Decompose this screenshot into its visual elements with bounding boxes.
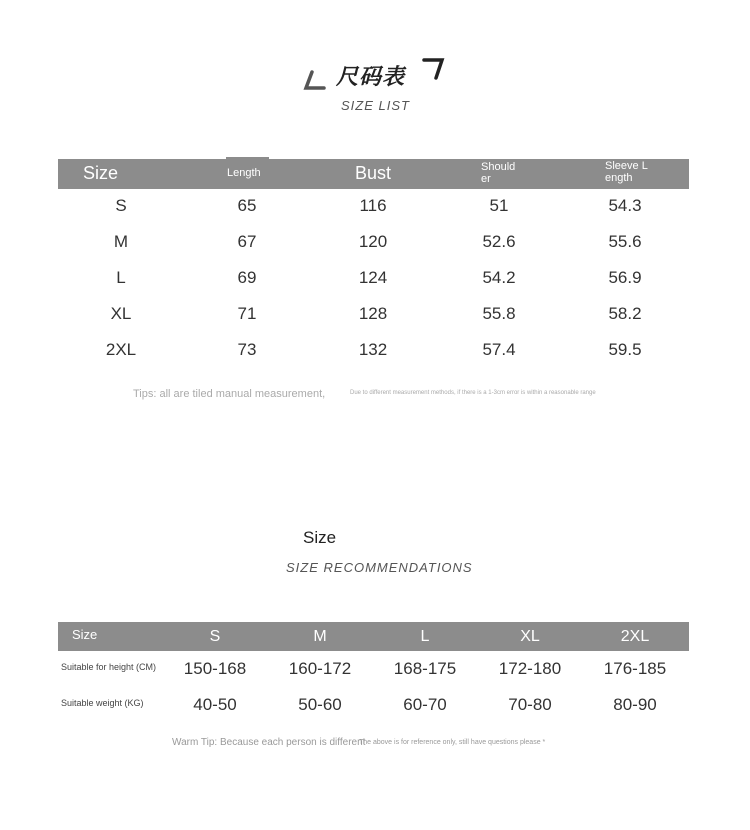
warm-tip-small: The above is for reference only, still have questions please *	[359, 739, 546, 746]
cell-bust: 120	[358, 232, 388, 251]
header-size: Size	[83, 163, 119, 183]
measurement-tip: Tips: all are tiled manual measurement,	[133, 388, 326, 400]
recommend-title: Size	[303, 528, 337, 547]
page-title: 尺码表	[336, 64, 406, 89]
height-cell: 168-175	[393, 659, 457, 678]
cell-size: S	[115, 196, 127, 215]
weight-cell: 80-90	[613, 695, 657, 714]
warm-tip: Warm Tip: Because each person is different	[172, 737, 366, 748]
right-bracket-decoration	[420, 56, 446, 82]
cell-size: 2XL	[105, 340, 137, 359]
cell-shoulder: 57.4	[482, 340, 516, 359]
header-shoulder	[481, 161, 515, 185]
weight-cell: 60-70	[403, 695, 447, 714]
height-cell: 150-168	[183, 659, 247, 678]
cell-size: XL	[110, 304, 132, 323]
header-size-xl: XL	[520, 628, 540, 645]
cell-length: 67	[237, 232, 257, 251]
header-length: Length	[227, 167, 261, 179]
cell-shoulder: 51	[489, 196, 509, 215]
header-size-label: Size	[72, 627, 98, 642]
cell-sleeve: 55.6	[608, 232, 642, 251]
cell-sleeve: 54.3	[608, 196, 642, 215]
height-cell: 176-185	[603, 659, 667, 678]
weight-cell: 50-60	[298, 695, 342, 714]
cell-sleeve: 58.2	[608, 304, 642, 323]
header-size-2xl: 2XL	[620, 628, 650, 645]
cell-bust: 132	[358, 340, 388, 359]
weight-cell: 70-80	[508, 695, 552, 714]
header-size-m: M	[313, 628, 327, 645]
weight-row-label: Suitable weight (KG)	[61, 698, 144, 708]
recommend-table-header	[58, 622, 689, 651]
measurement-tip-small: Due to different measurement methods, if there is a 1-3cm error is within a reasonable range	[350, 390, 596, 396]
header-sleeve-line2: ength	[605, 172, 633, 184]
cell-sleeve: 56.9	[608, 268, 642, 287]
cell-size: L	[116, 268, 126, 287]
cell-length: 65	[237, 196, 257, 215]
cell-shoulder: 54.2	[482, 268, 516, 287]
header-sleeve-length	[605, 160, 648, 184]
cell-shoulder: 55.8	[482, 304, 516, 323]
header-size-s: S	[209, 628, 221, 645]
cell-size: M	[113, 232, 129, 251]
cell-length: 71	[237, 304, 257, 323]
header-sleeve-line1: Sleeve L	[605, 160, 648, 172]
header-shoulder-line1: Should	[481, 161, 516, 173]
weight-cell: 40-50	[193, 695, 237, 714]
size-table-header	[58, 159, 689, 189]
recommend-subtitle: SIZE RECOMMENDATIONS	[286, 560, 473, 575]
header-shoulder-line2: er	[481, 173, 491, 185]
header-size-l: L	[420, 628, 430, 645]
size-list-subtitle: SIZE LIST	[341, 98, 410, 113]
header-bust: Bust	[355, 163, 392, 183]
cell-bust: 124	[358, 268, 388, 287]
left-bracket-decoration	[302, 68, 328, 94]
cell-length: 69	[237, 268, 257, 287]
height-cell: 172-180	[498, 659, 562, 678]
cell-shoulder: 52.6	[482, 232, 516, 251]
height-cell: 160-172	[288, 659, 352, 678]
cell-length: 73	[237, 340, 257, 359]
cell-sleeve: 59.5	[608, 340, 642, 359]
cell-bust: 116	[359, 196, 387, 215]
cell-bust: 128	[358, 304, 388, 323]
height-row-label: Suitable for height (CM)	[61, 662, 157, 672]
